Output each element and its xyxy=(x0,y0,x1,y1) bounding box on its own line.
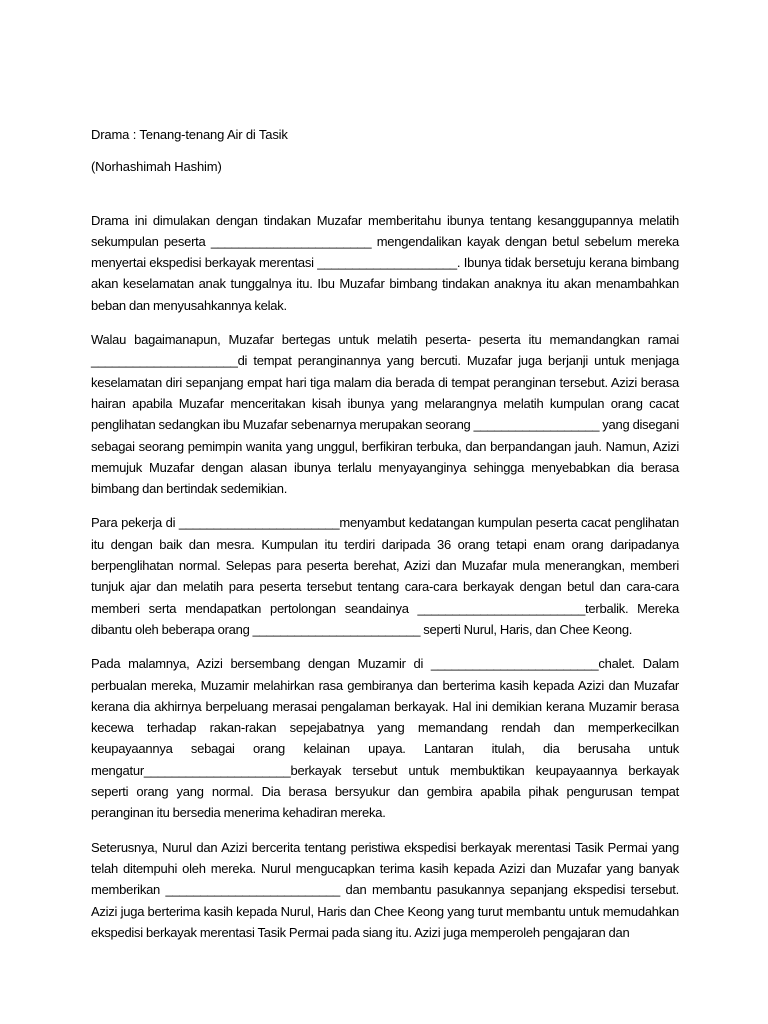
paragraph-3: Para pekerja di _______________________menyambut kedatangan kumpulan peserta cacat penglihatan itu dengan baik dan mesra. Kumpulan itu terdiri daripada 36 orang tetapi enam orang daripadanya berpenglihatan normal. Selepas para peserta berehat, Azizi dan Muzafar mula menerangkan, memberi tunjuk ajar dan melatih para peserta tersebut tentang cara-cara berkayak dengan betul dan cara-cara memberi serta mendapatkan pertolongan seandainya ________________________terbalik. Mereka dibantu oleh beberapa orang ________________________ seperti Nurul, Haris, dan Chee Keong. xyxy=(91,515,679,637)
document-body xyxy=(91,124,679,943)
drama-author: (Norhashimah Hashim) xyxy=(91,159,222,175)
paragraph-4: Pada malamnya, Azizi bersembang dengan Muzamir di ________________________chalet. Dalam perbualan mereka, Muzamir melahirkan rasa gembiranya dan berterima kasih kepada Azizi dan Muzafar kerana dia akhirnya berpeluang merasai pengalaman berkayak. Hal ini demikian kerana Muzamir berasa kecewa terhadap rakan-rakan sepejabatnya yang memandang rendah dan memperkecilkan keupayaannya sebagai orang kelainan upaya. Lantaran itulah, dia berusaha untuk mengatur_____________________berkayak tersebut untuk membuktikan keupayaannya berkayak seperti orang yang normal. Dia berasa bersyukur dan gembira apabila pihak pengurusan tempat peranginan itu bersedia menerima kehadiran mereka. xyxy=(91,656,679,821)
paragraph-1: Drama ini dimulakan dengan tindakan Muzafar memberitahu ibunya tentang kesanggupannya melatih sekumpulan peserta _______________________ mengendalikan kayak dengan betul sebelum mereka menyertai ekspedisi berkayak merentasi ____________________. Ibunya tidak bersetuju kerana bimbang akan keselamatan anak tunggalnya itu. Ibu Muzafar bimbang tindakan anaknya itu akan menambahkan beban dan menyusahkannya kelak. xyxy=(91,212,679,313)
drama-title: Drama : Tenang-tenang Air di Tasik xyxy=(91,127,288,142)
section-spacer xyxy=(91,178,679,210)
paragraph-2: Walau bagaimanapun, Muzafar bertegas untuk melatih peserta- peserta itu memandangkan ramai _____________________di tempat peranginannya yang bercuti. Muzafar juga berjanji untuk menjaga keselamatan diri sepanjang empat hari tiga malam dia berada di tempat peranginan tersebut. Azizi berasa hairan apabila Muzafar menceritakan kisah ibunya yang melarangnya melatih kumpulan orang cacat penglihatan sedangkan ibu Muzafar sebenarnya merupakan seorang __________________ yang disegani sebagai seorang pemimpin wanita yang unggul, berfikiran terbuka, dan berpandangan jauh. Namun, Azizi memujuk Muzafar dengan alasan ibunya terlalu menyayanginya sehingga menyebabkan dia berasa bimbang dan bertindak sedemikian. xyxy=(91,332,679,497)
paragraph-5: Seterusnya, Nurul dan Azizi bercerita tentang peristiwa ekspedisi berkayak merentasi Tasik Permai yang telah ditempuhi oleh mereka. Nurul mengucapkan terima kasih kepada Azizi dan Muzafar yang banyak memberikan _________________________ dan membantu pasukannya sepanjang ekspedisi tersebut. Azizi juga berterima kasih kepada Nurul, Haris dan Chee Keong yang turut membantu untuk memudahkan ekspedisi berkayak merentasi Tasik Permai pada siang itu. Azizi juga memperoleh pengajaran dan xyxy=(91,839,679,940)
